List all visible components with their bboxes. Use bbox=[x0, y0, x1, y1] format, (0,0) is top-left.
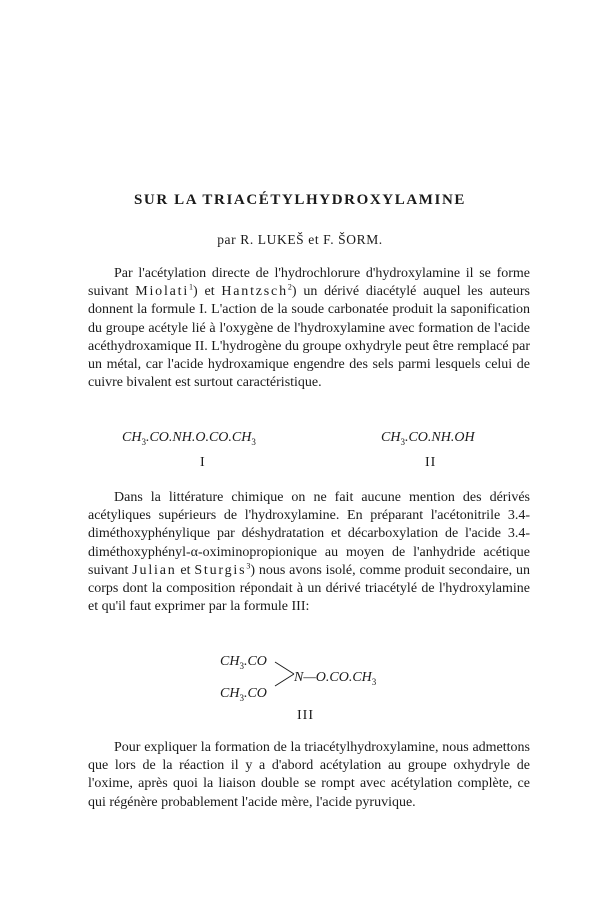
footnote-ref-2: 2 bbox=[287, 282, 292, 292]
paragraph-1-text-b: ) et bbox=[193, 284, 222, 300]
paragraph-2 bbox=[88, 489, 530, 616]
author-name-miolati: Miolati bbox=[135, 284, 190, 300]
footnote-ref-1: 1 bbox=[189, 282, 194, 292]
formula-III-top-a: CH bbox=[220, 654, 240, 669]
paragraph-2-text-b: ) nous avons isolé, comme produit secondaire, un corps dont la composition répondait à un dérivé triacétylé de l'hydroxylamine et qu'il faut exprimer par la formule III: bbox=[88, 562, 530, 615]
author-name-julian: Julian bbox=[132, 562, 177, 578]
formula-I bbox=[122, 430, 256, 446]
article-title: SUR LA TRIACÉTYLHYDROXYLAMINE bbox=[133, 192, 466, 208]
formula-III-main-chain bbox=[294, 670, 376, 686]
formula-II bbox=[381, 430, 475, 446]
paragraph-1-text-c: ) un dérivé diacétylé auquel les auteurs donnent la formule I. L'action de la soude carbonatée produit la saponification du groupe acétyle lié à l'oxygène de l'hydroxylamine avec formation de l'acide acéthydroxamique II. L'hydrogène du groupe oxhydryle peut être remplacé par un métal, car l'acide hydroxamique engendre des sels parmi lesquels celui de cuivre bivalent est surtout caractéristique. bbox=[88, 284, 530, 391]
formula-III-bottom-a: CH bbox=[220, 686, 240, 701]
paragraph-3-text: Pour expliquer la formation de la triacétylhydroxylamine, nous admettons que lors de la réaction il y a d'abord acétylation au groupe oxhydryle de l'oxime, après quoi la liaison double se rompt avec acétylation complète, ce qui régénère probablement l'acide mère, l'acide pyruvique. bbox=[88, 740, 530, 810]
formula-III-bottom-branch bbox=[220, 686, 267, 702]
formula-I-sub-1: 3 bbox=[141, 436, 146, 447]
author-name-hantzsch: Hantzsch bbox=[221, 284, 288, 300]
formula-II-sub-1: 3 bbox=[400, 436, 405, 447]
formula-I-sub-2: 3 bbox=[251, 436, 256, 447]
footnote-ref-3: 3 bbox=[246, 561, 251, 571]
formula-III-top-b: .CO bbox=[243, 654, 267, 669]
paragraph-2-text-a: Dans la littérature chimique on ne fait aucune mention des dérivés acétyliques supérieurs de l'hydroxylamine. En préparant l'acétonitrile 3.4-diméthoxyphénylique par déshydratation et décarboxylation de l'acide 3.4-diméthoxyphényl-α-oximinopropionique au moyen de l'anhydride acétique suivant bbox=[88, 490, 530, 578]
formula-I-part-a: CH bbox=[122, 430, 142, 445]
paragraph-2-text-mid: et bbox=[176, 562, 195, 578]
formula-label-I: I bbox=[200, 455, 206, 470]
paragraph-1 bbox=[88, 265, 530, 392]
paragraph-3 bbox=[88, 739, 530, 812]
formula-III-branch-bonds bbox=[274, 660, 296, 688]
article-authors: par R. LUKEŠ et F. ŠORM. bbox=[217, 232, 383, 247]
formula-label-III: III bbox=[297, 708, 314, 723]
author-name-sturgis: Sturgis bbox=[194, 562, 247, 578]
formula-III-right-a: N—O.CO.CH bbox=[294, 670, 372, 685]
formula-I-part-b: .CO.NH.O.CO.CH bbox=[145, 430, 252, 445]
formula-label-II: II bbox=[425, 455, 437, 470]
formula-II-part-b: .CO.NH.OH bbox=[404, 430, 475, 445]
formula-III-top-branch bbox=[220, 654, 267, 670]
formula-III-bottom-sub: 3 bbox=[239, 692, 244, 703]
formula-III-right-sub: 3 bbox=[371, 676, 377, 687]
formula-III-bottom-b: .CO bbox=[243, 686, 267, 701]
formula-III-top-sub: 3 bbox=[239, 660, 244, 671]
formula-II-part-a: CH bbox=[381, 430, 401, 445]
paragraph-1-text-a: Par l'acétylation directe de l'hydrochlorure d'hydroxylamine il se forme suivant bbox=[88, 266, 530, 300]
